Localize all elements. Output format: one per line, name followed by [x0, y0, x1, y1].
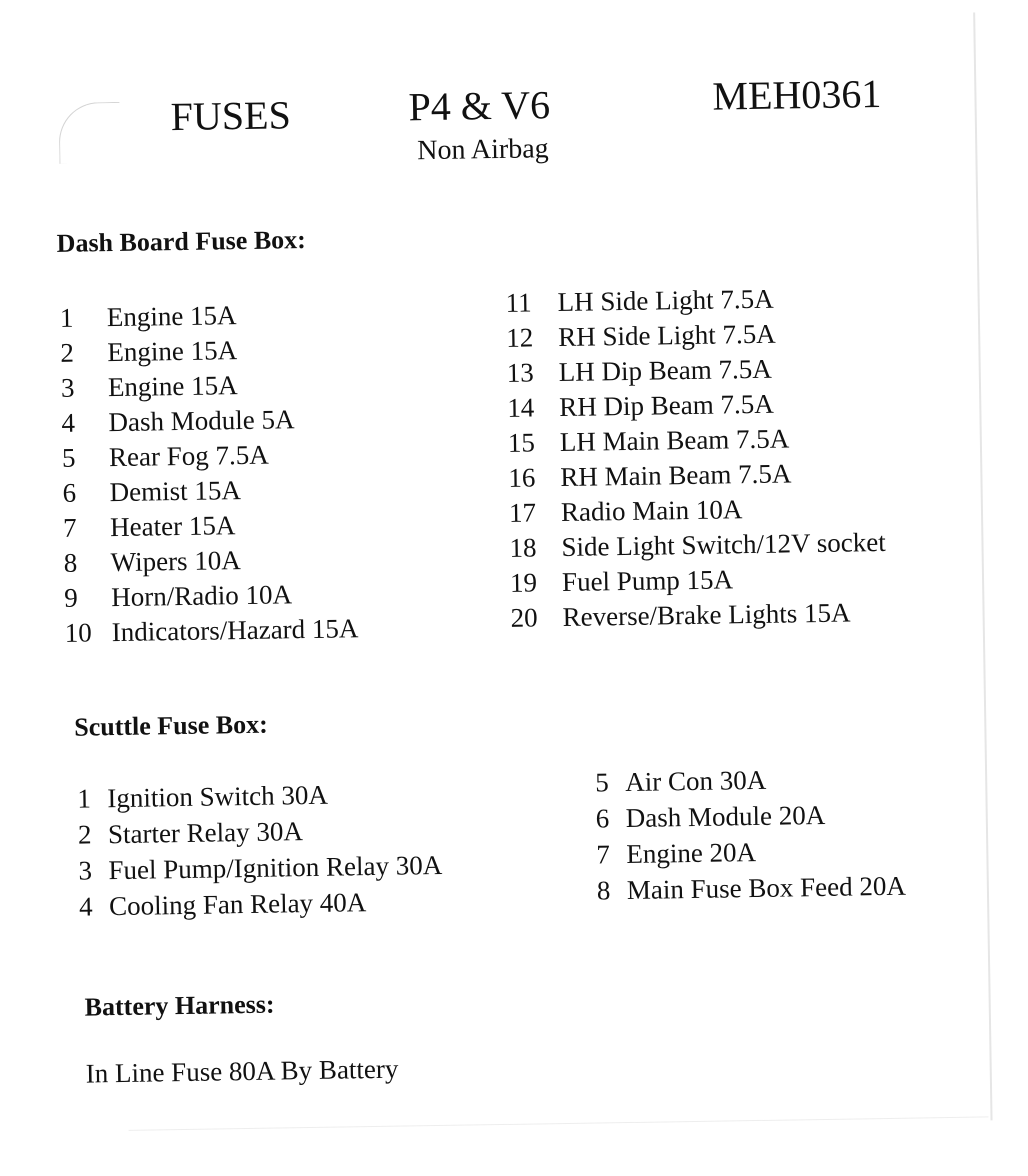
fuse-number: 7 — [596, 839, 611, 870]
fuse-number: 20 — [510, 602, 538, 633]
fuse-number: 2 — [77, 819, 92, 850]
fuse-label: Cooling Fan Relay 40A — [108, 887, 367, 922]
scuttle-title: Scuttle Fuse Box: — [74, 709, 269, 742]
part-code: MEH0361 — [712, 70, 882, 119]
fuse-label: LH Main Beam 7.5A — [559, 423, 790, 458]
fuse-label: Engine 15A — [107, 335, 238, 368]
fuse-label: Reverse/Brake Lights 15A — [562, 597, 851, 633]
fuse-number: 15 — [507, 427, 536, 458]
fuse-label: Side Light Switch/12V socket — [561, 526, 886, 563]
list-item — [64, 576, 358, 616]
list-item — [506, 350, 883, 391]
fuse-label: LH Dip Beam 7.5A — [558, 353, 772, 388]
list-item — [77, 775, 441, 817]
page-title: FUSES — [170, 92, 292, 140]
fuse-number: 14 — [507, 392, 535, 423]
fuse-number: 4 — [78, 891, 93, 922]
list-item — [506, 315, 883, 356]
list-item — [60, 331, 354, 371]
fuse-number: 12 — [505, 322, 534, 353]
fuse-label: LH Side Light 7.5A — [557, 283, 774, 318]
list-item — [63, 541, 357, 581]
corner-mark — [58, 102, 120, 164]
fuse-number: 6 — [595, 803, 610, 834]
list-item — [505, 280, 882, 321]
fuse-label: Demist 15A — [109, 475, 242, 508]
fuse-label: Fuel Pump 15A — [561, 564, 734, 598]
fuse-number: 17 — [508, 497, 537, 528]
fuse-number: 4 — [61, 407, 76, 438]
fuse-number: 10 — [64, 617, 93, 648]
fuse-label: Dash Module 5A — [108, 404, 295, 438]
fuse-number: 6 — [62, 477, 77, 508]
fuse-label: Starter Relay 30A — [107, 816, 304, 850]
list-item — [510, 560, 887, 601]
list-item — [595, 796, 905, 837]
fuse-number: 3 — [78, 855, 93, 886]
fuse-number: 2 — [60, 337, 75, 368]
list-item — [596, 832, 906, 873]
fuse-number: 7 — [62, 512, 77, 543]
list-item — [510, 595, 887, 636]
list-item — [509, 490, 886, 531]
fuse-label: Horn/Radio 10A — [110, 579, 293, 613]
fuse-number: 19 — [509, 567, 538, 598]
fuse-label: RH Side Light 7.5A — [557, 318, 776, 353]
fuse-number: 16 — [508, 462, 536, 493]
fuse-label: Engine 20A — [626, 837, 757, 870]
fuse-number: 1 — [59, 302, 74, 333]
fuse-number: 13 — [506, 357, 534, 388]
fuse-number: 8 — [63, 547, 78, 578]
model-subtitle: Non Airbag — [417, 133, 549, 167]
scuttle-list-left — [77, 775, 443, 925]
fuse-label: RH Dip Beam 7.5A — [559, 388, 774, 423]
fuse-number: 11 — [505, 287, 532, 318]
list-item — [78, 847, 442, 889]
list-item — [507, 385, 884, 426]
fuse-number: 8 — [596, 875, 611, 906]
list-item — [508, 455, 885, 496]
scuttle-list-right — [595, 760, 906, 909]
fuse-label: Air Con 30A — [624, 764, 767, 798]
list-item — [61, 366, 355, 406]
fuse-label: RH Main Beam 7.5A — [560, 458, 792, 493]
fuse-label: Main Fuse Box Feed 20A — [626, 870, 907, 906]
list-item — [62, 436, 356, 476]
fuse-label: Dash Module 20A — [625, 799, 826, 834]
list-item — [595, 760, 905, 801]
fuse-label: Indicators/Hazard 15A — [111, 613, 359, 648]
fuse-label: Heater 15A — [109, 510, 236, 543]
list-item — [62, 471, 356, 511]
model-heading: P4 & V6 — [408, 82, 551, 130]
fuse-label: Engine 15A — [107, 370, 238, 403]
fuse-label: Wipers 10A — [110, 545, 242, 578]
fuse-label: Engine 15A — [106, 300, 237, 333]
list-item — [65, 611, 359, 651]
list-item — [61, 401, 355, 441]
list-item — [60, 296, 354, 336]
list-item — [79, 883, 443, 925]
fuse-number: 18 — [509, 532, 537, 563]
list-item — [508, 420, 885, 461]
fuse-label: Ignition Switch 30A — [107, 779, 329, 814]
list-item — [509, 525, 886, 566]
list-item — [63, 506, 357, 546]
fuse-label: Radio Main 10A — [560, 494, 743, 528]
fuse-number: 5 — [594, 767, 609, 798]
battery-note: In Line Fuse 80A By Battery — [85, 1053, 399, 1089]
list-item — [78, 811, 442, 853]
fuse-number: 3 — [60, 372, 75, 403]
fuse-number: 5 — [61, 442, 76, 473]
page-edge — [973, 12, 992, 1120]
battery-title: Battery Harness: — [84, 989, 275, 1022]
dash-board-list-left — [60, 296, 359, 651]
dash-board-title: Dash Board Fuse Box: — [56, 225, 307, 258]
fuse-label: Rear Fog 7.5A — [108, 439, 269, 473]
fuse-label: Fuel Pump/Ignition Relay 30A — [108, 849, 443, 886]
fuse-number: 1 — [77, 783, 92, 814]
dash-board-list-right — [505, 280, 887, 636]
fuse-number: 9 — [63, 582, 78, 613]
list-item — [597, 868, 907, 909]
page-bottom-rule — [129, 1116, 989, 1131]
